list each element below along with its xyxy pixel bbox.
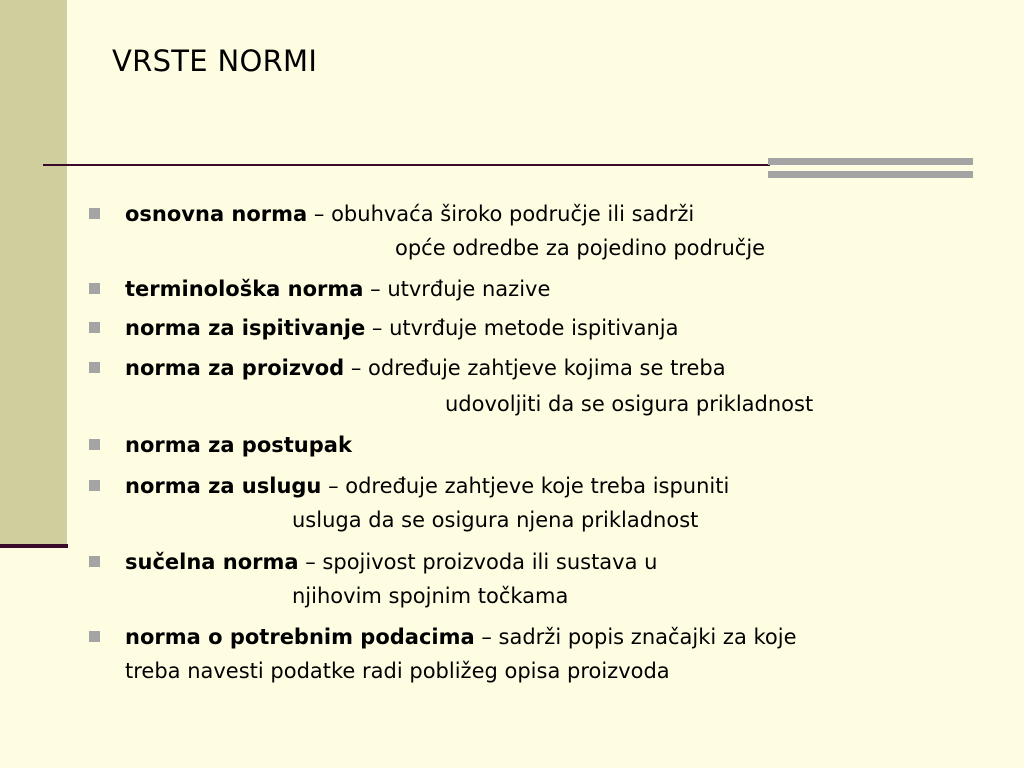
item-separator: – xyxy=(365,316,390,340)
item-continuation: udovoljiti da se osigura prikladnost xyxy=(445,392,814,416)
list-item xyxy=(125,351,726,385)
bullet-icon xyxy=(89,439,100,450)
item-text: utvrđuje metode ispitivanja xyxy=(389,316,679,340)
list-item xyxy=(125,469,729,503)
bullet-icon xyxy=(89,322,100,333)
item-continuation: njihovim spojnim točkama xyxy=(292,584,569,608)
item-term: norma o potrebnim podacima xyxy=(125,625,475,649)
item-text: obuhvaća široko područje ili sadrži xyxy=(331,202,695,226)
bullet-icon xyxy=(89,362,100,373)
item-separator: – xyxy=(474,625,499,649)
bullet-icon xyxy=(89,631,100,642)
item-text: sadrži popis značajki za koje xyxy=(498,625,797,649)
item-separator: – xyxy=(298,550,323,574)
item-separator: – xyxy=(321,474,346,498)
item-text: određuje zahtjeve koje treba ispuniti xyxy=(345,474,730,498)
bullet-icon xyxy=(89,208,100,219)
slide-title: VRSTE NORMI xyxy=(112,44,318,78)
list-item xyxy=(125,197,694,231)
item-term: norma za postupak xyxy=(125,433,352,457)
item-separator: – xyxy=(344,356,369,380)
item-continuation: usluga da se osigura njena prikladnost xyxy=(292,508,699,532)
item-term: norma za uslugu xyxy=(125,474,322,498)
item-separator: – xyxy=(363,277,388,301)
item-term: sučelna norma xyxy=(125,550,299,574)
item-term: norma za ispitivanje xyxy=(125,316,366,340)
item-continuation: treba navesti podatke radi pobližeg opisa proizvoda xyxy=(125,659,670,683)
item-continuation: opće odredbe za pojedino područje xyxy=(395,236,766,260)
item-text: određuje zahtjeve kojima se treba xyxy=(368,356,726,380)
list-item xyxy=(125,428,352,462)
list-item xyxy=(125,545,657,579)
item-term: terminološka norma xyxy=(125,277,364,301)
list-item xyxy=(125,311,678,345)
item-separator: – xyxy=(307,202,332,226)
bullet-icon xyxy=(89,556,100,567)
item-term: osnovna norma xyxy=(125,202,308,226)
list-item xyxy=(125,272,550,306)
bullet-icon xyxy=(89,283,100,294)
bullet-icon xyxy=(89,480,100,491)
item-text: spojivost proizvoda ili sustava u xyxy=(322,550,658,574)
list-item xyxy=(125,620,797,654)
item-text: utvrđuje nazive xyxy=(387,277,551,301)
item-term: norma za proizvod xyxy=(125,356,345,380)
